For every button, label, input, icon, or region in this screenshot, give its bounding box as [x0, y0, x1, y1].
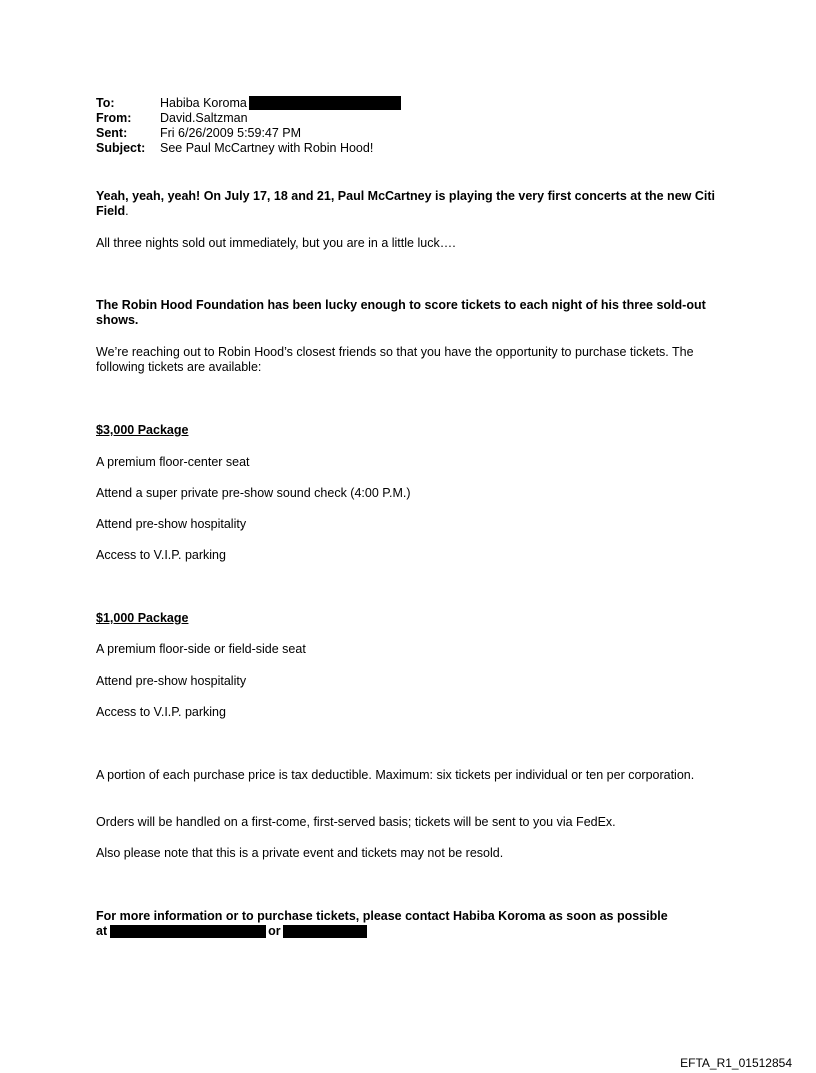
package-3000-item: Attend pre-show hospitality — [96, 517, 247, 531]
package-3000-title: $3,000 Package — [96, 423, 189, 437]
package-1000-item: Attend pre-show hospitality — [96, 674, 247, 688]
private-note: Also please note that this is a private event and tickets may not be resold. — [96, 846, 504, 860]
sold-out-paragraph: All three nights sold out immediately, but you are in a little luck…. — [96, 236, 456, 250]
package-1000-item: A premium floor-side or field-side seat — [96, 642, 306, 656]
intro-paragraph — [96, 189, 726, 219]
email-header — [96, 96, 401, 156]
intro-bold-text: Yeah, yeah, yeah! On July 17, 18 and 21, Paul McCartney is playing the very first concerts at the new Citi Field — [96, 189, 715, 218]
package-3000-item: Attend a super private pre-show sound check (4:00 P.M.) — [96, 486, 411, 500]
foundation-paragraph: The Robin Hood Foundation has been lucky enough to score tickets to each night of his three sold-out shows. — [96, 298, 706, 327]
tax-note: A portion of each purchase price is tax deductible. Maximum: six tickets per individual or ten per corporation. — [96, 768, 695, 782]
package-1000-item: Access to V.I.P. parking — [96, 705, 226, 719]
package-1000-title: $1,000 Package — [96, 611, 189, 625]
to-value: Habiba Koroma — [160, 96, 247, 110]
contact-paragraph — [96, 909, 726, 939]
from-label: From: — [96, 111, 132, 125]
subject-value: See Paul McCartney with Robin Hood! — [160, 141, 374, 155]
contact-at: at — [96, 924, 108, 938]
sent-row — [96, 126, 401, 141]
from-value: David.Saltzman — [160, 111, 248, 125]
sent-label: Sent: — [96, 126, 128, 140]
orders-note: Orders will be handled on a first-come, first-served basis; tickets will be sent to you via FedEx. — [96, 815, 616, 829]
package-3000-item: Access to V.I.P. parking — [96, 548, 226, 562]
contact-or: or — [268, 924, 281, 938]
from-row — [96, 111, 401, 126]
redaction-bar — [249, 96, 401, 110]
document-id: EFTA_R1_01512854 — [680, 1056, 792, 1070]
package-3000-item: A premium floor-center seat — [96, 455, 250, 469]
sent-value: Fri 6/26/2009 5:59:47 PM — [160, 126, 302, 140]
contact-line-2 — [96, 924, 726, 939]
subject-row — [96, 141, 401, 156]
to-label: To: — [96, 96, 115, 110]
intro-period: . — [125, 204, 129, 218]
redaction-bar — [110, 925, 266, 938]
reaching-out-paragraph: We’re reaching out to Robin Hood’s closest friends so that you have the opportunity to purchase tickets. The following tickets are available: — [96, 345, 694, 374]
redaction-bar — [283, 925, 367, 938]
contact-line: For more information or to purchase tickets, please contact Habiba Koroma as soon as possible — [96, 909, 668, 923]
to-row — [96, 96, 401, 111]
subject-label: Subject: — [96, 141, 146, 155]
